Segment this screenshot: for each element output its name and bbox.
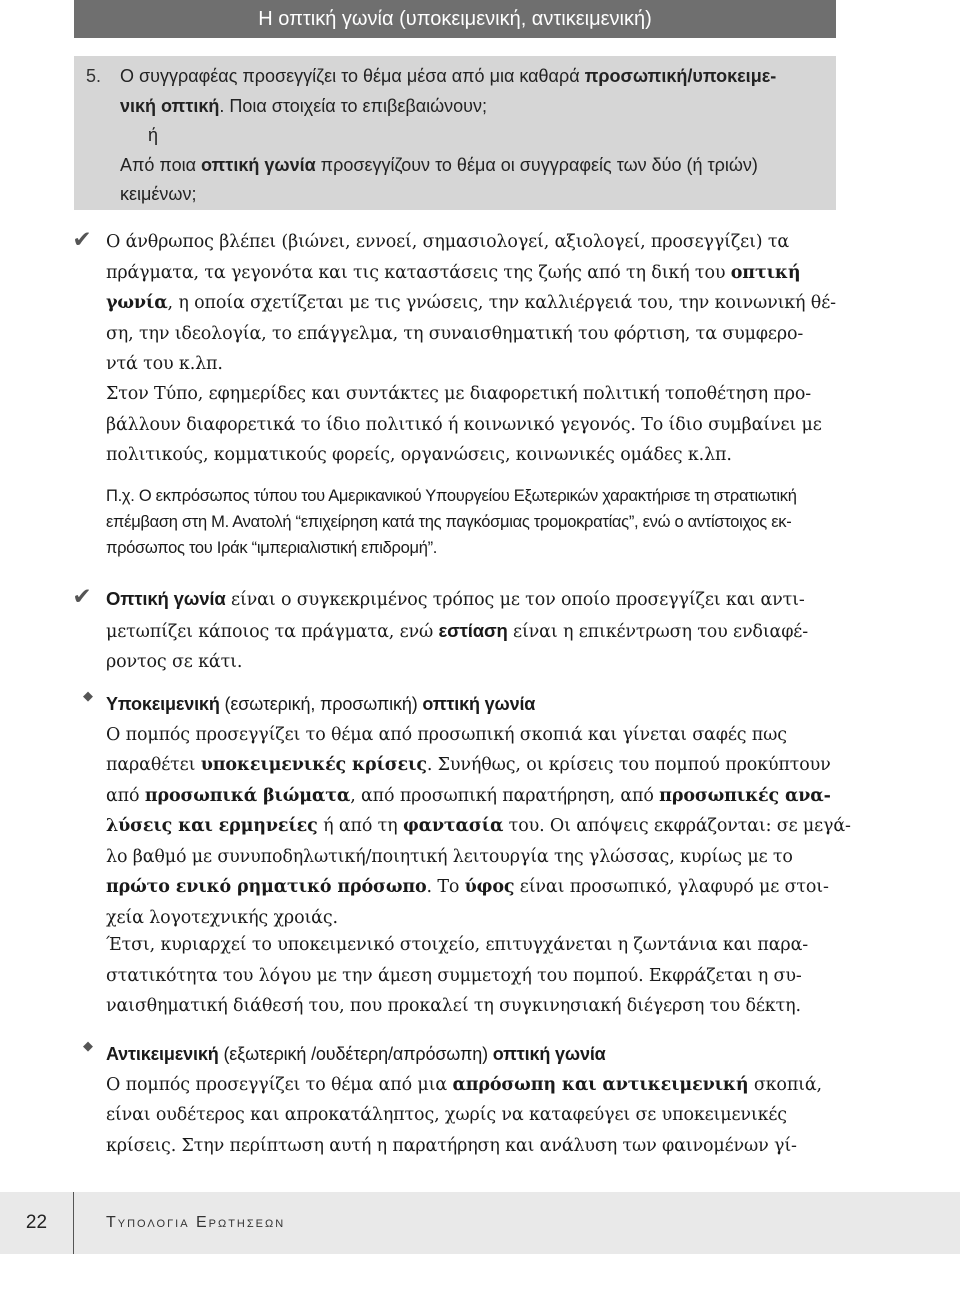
question-line-4: Από ποια οπτική γωνία προσεγγίζουν το θέμα οι συγγραφείς των δύο (ή τριών) (120, 154, 758, 175)
page-number: 22 (25, 1212, 48, 1233)
page-number-box (0, 1192, 74, 1254)
question-or: ή (148, 125, 159, 145)
subjective-paragraph-2: Έτσι, κυριαρχεί το υποκειμενικό στοιχείο, επιτυγχάνεται η ζωντάνια και παρα- στατικότητα του λόγου με την άμεση συμμετοχή του πομπού. Εκφράζεται η συ- ναισθηματική διάθεσή του, που προκαλεί τη συγκινησιακή διέγερση του δέκτη. (106, 935, 808, 1016)
footer-title: Τυπολογια Ερωτησεων (106, 1214, 286, 1231)
subjective-section: Υποκειμενική (εσωτερική, προσωπική) οπτική γωνία Ο πομπός προσεγγίζει το θέμα από προσωπική σκοπιά και γίνεται σαφές πως παραθέτει υποκειμενικές κρίσεις. Συνήθως, οι κρίσεις του πομπού προκύπτουν από προσωπικά βιώματα, από προσωπική παρατήρηση, από προσωπικές ανα- λύσεις και ερμηνείες ή από τη φαντασία του. Οι απόψεις εκφράζονται: σε μεγά- λο βαθμό με συνυποδηλωτική/ποιητική λειτουργία της γλώσσας, κυρίως με το πρώτο ενικό ρηματικό πρόσωπο. Το ύφος είναι προσωπικό, γλαφυρό με στοι- χεία λογοτεχνικής χροιάς. (106, 689, 838, 933)
paragraph-viewpoint: Ο άνθρωπος βλέπει (βιώνει, εννοεί, σημασιολογεί, αξιολογεί, προσεγγίζει) τα πράγματα, τα γεγονότα και τις καταστάσεις της ζωής από τη δική του οπτική γωνία, η οποία σχετίζεται με τις γνώσεις, την καλλιέργειά του, την κοινωνική θέ- ση, την ιδεολογία, το επάγγελμα, τη συναισθηματική του φόρτιση, τα συμφερο- ντά του κ.λπ. (106, 232, 836, 374)
checkmark-icon: ✔ (72, 227, 92, 253)
subjective-heading: Υποκειμενική (εσωτερική, προσωπική) οπτική γωνία (106, 694, 536, 714)
question-line-1: Ο συγγραφέας προσεγγίζει το θέμα μέσα από μια καθαρά προσωπική/υποκειμε- (120, 66, 777, 86)
objective-section: Αντικειμενική (εξωτερική /ουδέτερη/απρόσωπη) οπτική γωνία Ο πομπός προσεγγίζει το θέμα από μια απρόσωπη και αντικειμενική σκοπιά, είναι ουδέτερος και απροκατάληπτος, χωρίς να καταφεύγει σε υποκειμενικές κρίσεις. Στην περίπτωση αυτή η παρατήρηση και ανάλυση των φαινομένων γί- (106, 1039, 838, 1161)
question-number: 5. (86, 66, 102, 86)
diamond-bullet-icon: ◆ (83, 1039, 93, 1054)
example-paragraph: Π.χ. Ο εκπρόσωπος τύπου του Αμερικανικού Υπουργείου Εξωτερικών χαρακτήρισε τη στρατιωτική επέμβαση στη Μ. Ανατολή “επιχείρηση κατά της παγκόσμιας τρομοκρατίας”, ενώ ο αντίστοιχος εκ- πρόσωπος του Ιράκ “ιμπεριαλιστική επιδρομή”. (106, 487, 797, 557)
question-line-2: νική οπτική. Ποια στοιχεία το επιβεβαιώνουν; (120, 95, 488, 116)
section-header (74, 0, 836, 38)
objective-heading: Αντικειμενική (εξωτερική /ουδέτερη/απρόσωπη) οπτική γωνία (106, 1044, 606, 1064)
section-title: Η οπτική γωνία (υποκειμενική, αντικειμενική) (258, 7, 652, 30)
question-box (74, 56, 836, 210)
definition-paragraph: Οπτική γωνία είναι ο συγκεκριμένος τρόπος με τον οποίο προσεγγίζει και αντι- μετωπίζει κάποιος τα πράγματα, ενώ εστίαση είναι η επικέντρωση του ενδιαφέ- ροντος σε κάτι. (106, 588, 808, 672)
question-line-5: κειμένων; (120, 184, 197, 204)
diamond-bullet-icon: ◆ (83, 689, 93, 704)
page-footer (0, 1192, 960, 1254)
checkmark-icon: ✔ (72, 584, 92, 610)
paragraph-press: Στον Τύπο, εφημερίδες και συντάκτες με διαφορετική πολιτική τοποθέτηση προ- βάλλουν διαφορετικά το ίδιο πολιτικό ή κοινωνικό γεγονός. Το ίδιο συμβαίνει με πολιτικούς, κομματικούς φορείς, οργανώσεις, κοινωνικές ομάδες κ.λπ. (106, 384, 822, 465)
